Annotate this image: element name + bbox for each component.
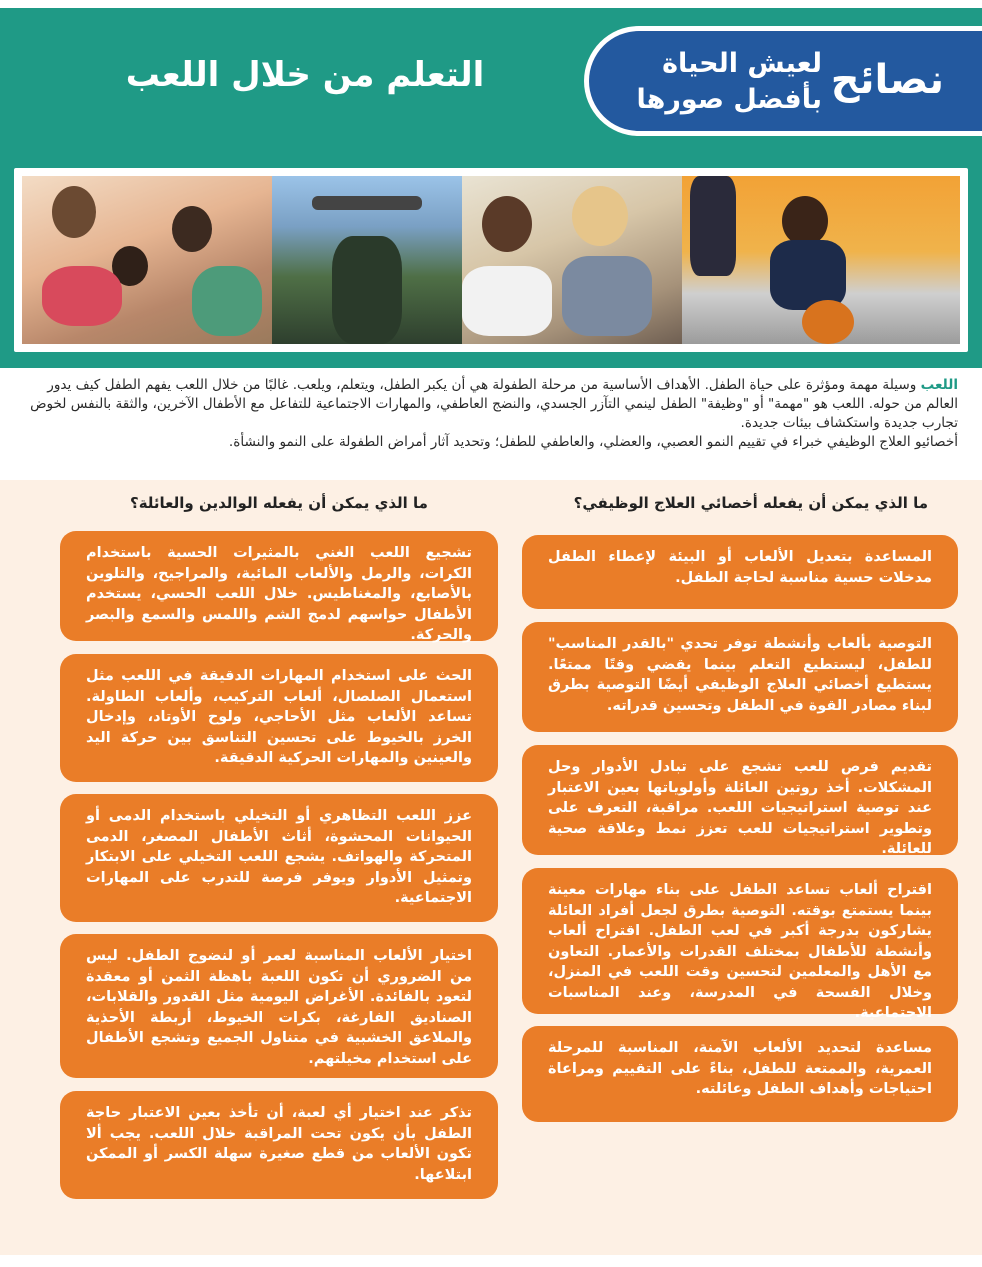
parents-card-4: اختيار الألعاب المناسبة لعمر أو لنضوج الطفل. ليس من الضروري أن تكون اللعبة باهظة الثمن أو معقدة لتعود بالفائدة. الأغراض اليومية مثل القدور والقلابات، الصناديق الفارغة، بكرات الخيوط، أربطة الأحذية والملاعق الخشبية في متناول الجميع وتشجع الأطفال على استخدام مخيلتهم. (60, 934, 498, 1078)
tips-badge (584, 26, 982, 136)
page-title: التعلم من خلال اللعب (125, 55, 485, 95)
ot-card-5: مساعدة لتحديد الألعاب الآمنة، المناسبة للمرحلة العمرية، والممتعة للطفل، بناءً على التقييم ومراعاة احتياجات وأهداف الطفل وعائلته. (522, 1026, 958, 1122)
photo-boy-with-basketball (682, 176, 960, 344)
parents-column-title: ما الذي يمكن أن يفعله الوالدين والعائلة؟ (130, 494, 428, 512)
badge-main-word: نصائح (830, 57, 944, 103)
parents-card-5: تذكر عند اختيار أي لعبة، أن تأخذ بعين الاعتبار حاجة الطفل بأن يكون تحت المراقبة خلال اللعب. يجب ألا تكون الألعاب من قطع صغيرة سهلة الكسر أو الممكن ابتلاعها. (60, 1091, 498, 1199)
ot-card-3: تقديم فرص للعب تشجع على تبادل الأدوار وحل المشكلات. أخذ روتين العائلة وأولوياتها بعين الاعتبار عند توصية استراتيجيات اللعب. مراقبة، التعرف على وتطوير استراتيجيات للعب تعزز نمط وعلاقة صحية للعائلة. (522, 745, 958, 855)
ot-column-title: ما الذي يمكن أن يفعله أخصائي العلاج الوظيفي؟ (573, 494, 928, 512)
header-band (0, 8, 982, 368)
ot-card-4: اقتراح ألعاب تساعد الطفل على بناء مهارات معينة بينما يستمتع بوقته. التوصية بطرق لجعل أفراد العائلة يشاركون بدرجة أكبر في لعب الطفل. اقتراح ألعاب وأنشطة للأطفال بمختلف القدرات والأعمار. التعاون مع الأهل والمعلمين لتحسين وقت اللعب في المنزل، وخلال الفسحة في المدرسة، وعند المناسبات الاجتماعية. (522, 868, 958, 1014)
intro-ot-sentence: أخصائيو العلاج الوظيفي خبراء في تقييم النمو العصبي، والعضلي، والعاطفي للطفل؛ وتحديد آثار أمراض الطفولة على النمو والنشأة. (228, 434, 958, 450)
photo-frame (14, 168, 968, 352)
ot-card-2: التوصية بألعاب وأنشطة توفر تحدي "بالقدر المناسب" للطفل، ليستطيع التعلم بينما يقضي وقتًا ممتعًا. يستطيع أخصائي العلاج الوظيفي أيضًا التوصية بطرق لبناء مصادر القوة في الطفل وتحسين قدراته. (522, 622, 958, 732)
badge-line-2: بأفضل صورها (636, 84, 822, 115)
parents-card-2: الحث على استخدام المهارات الدقيقة في اللعب مثل استعمال الصلصال، ألعاب التركيب، وألعاب الطاولة. تساعد الألعاب مثل الأحاجي، ولوح الأوتاد، وإدخال الخرز بالخيوط على تحسين التناسق بين حركة اليد والعينين والمهارات الحركية الدقيقة. (60, 654, 498, 782)
intro-text (22, 376, 958, 452)
intro-paragraph (22, 376, 958, 433)
ot-card-1: المساعدة بتعديل الألعاب أو البيئة لإعطاء الطفل مدخلات حسية مناسبة لحاجة الطفل. (522, 535, 958, 609)
photo-father-with-children (462, 176, 682, 344)
photo-strip (22, 176, 960, 344)
photo-family-playing-game (22, 176, 272, 344)
intro-lead-word: اللعب (920, 377, 958, 393)
parents-card-3: عزز اللعب التظاهري أو التخيلي باستخدام الدمى أو الحيوانات المحشوة، أثاث الأطفال المصغر، الدمى المتحركة والهواتف. يشجع اللعب التخيلي على الابتكار وتمثيل الأدوار ويوفر فرصة للتدرب على المهارات الاجتماعية. (60, 794, 498, 922)
intro-paragraph-text: وسيلة مهمة ومؤثرة على حياة الطفل. الأهداف الأساسية من مرحلة الطفولة هي أن يكبر الطفل، ويتعلم، ويلعب. غالبًا من خلال اللعب يفهم الطفل كيف يدور العالم من حوله. اللعب هو "مهمة" أو "وظيفة" الطفل لينمي التآزر الجسدي، والنضج العاطفي، والمهارات الاجتماعية للتفاعل مع الأطفال الآخرين، والثقة بالنفس لخوض تجارب جديدة واستكشاف بيئات جديدة. (30, 377, 958, 431)
parents-card-1: تشجيع اللعب الغني بالمثيرات الحسية باستخدام الكرات، والرمل والألعاب المائية، والمراجيح، والتلوين بالأصابع، والمغناطيس. خلال اللعب الحسي، يستخدم الأطفال حواسهم لدمج الشم واللمس والسمع والبصر والحركة. (60, 531, 498, 641)
badge-line-1: لعيش الحياة (662, 48, 822, 79)
photo-bicycle (272, 176, 462, 344)
